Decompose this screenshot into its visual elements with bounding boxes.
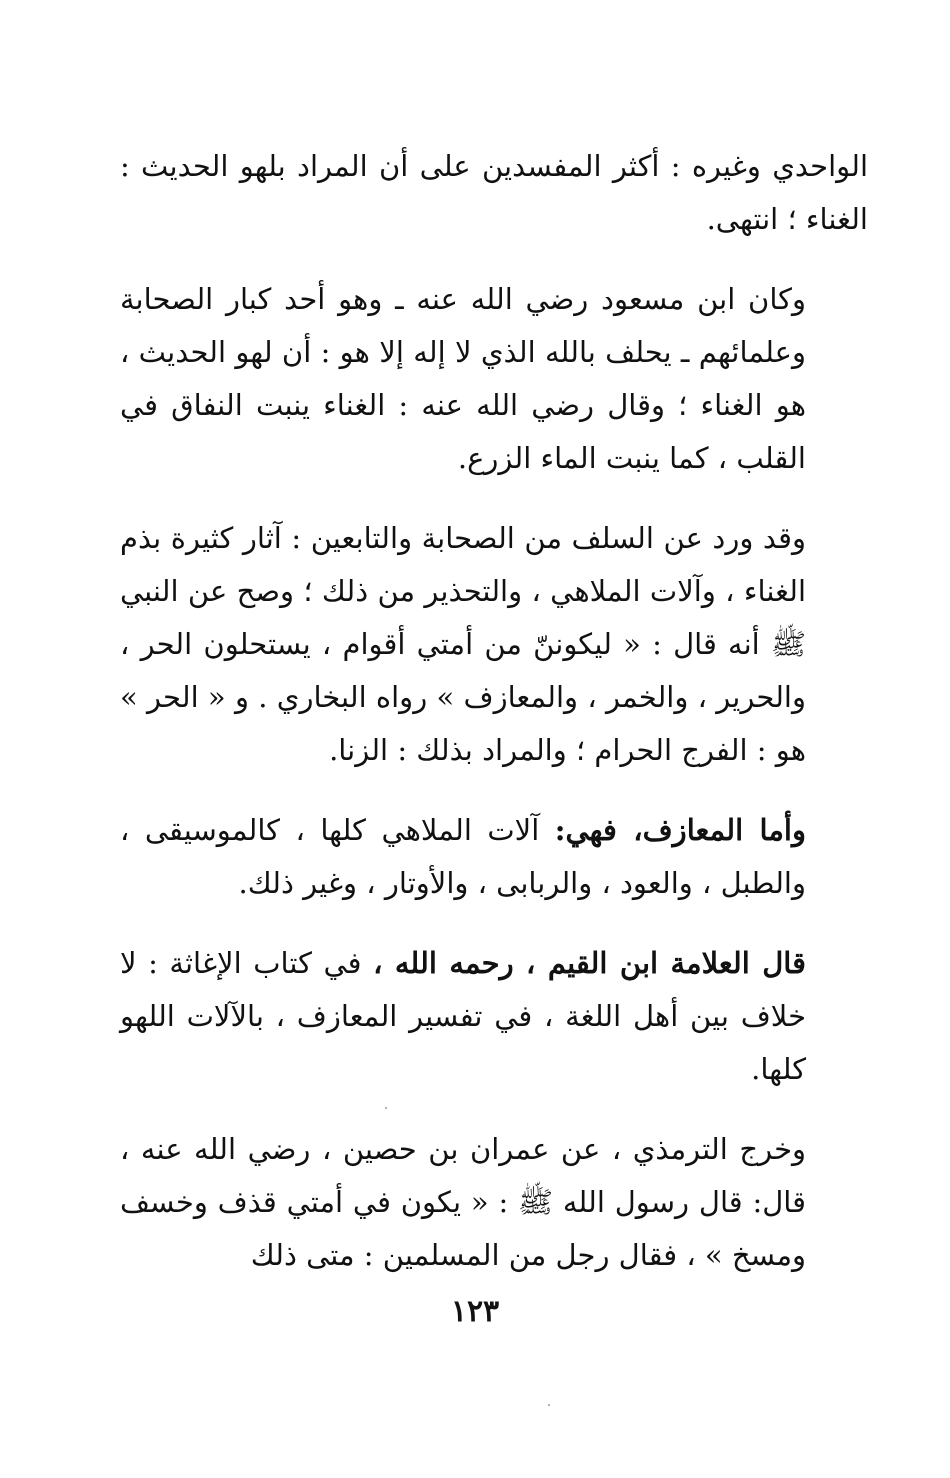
paragraph-1	[120, 140, 868, 246]
scan-speck	[548, 1404, 550, 1406]
page-number: ١٢٣	[450, 1294, 500, 1329]
paragraph-5-lead: قال العلامة ابن القيم ، رحمه الله ،	[373, 946, 806, 980]
paragraph-5	[120, 937, 868, 1096]
paragraph-4	[120, 804, 868, 910]
paragraph-5-text: في كتاب الإغاثة : لا خلاف بين أهل اللغة ، في تفسير المعازف ، بالآلات اللهو كلها.	[120, 946, 806, 1086]
paragraph-2	[120, 273, 868, 485]
page-body	[120, 140, 868, 1282]
paragraph-4-text: آلات الملاهي كلها ، كالموسيقى ، والطبل ، والعود ، والربابى ، والأوتار ، وغير ذلك.	[120, 813, 806, 900]
paragraph-1-text: الواحدي وغيره : أكثر المفسدين على أن المراد بلهو الحديث : الغناء ؛ انتهى.	[120, 149, 868, 236]
paragraph-6-text: وخرج الترمذي ، عن عمران بن حصين ، رضي الله عنه ، قال: قال رسول الله ﷺ : « يكون في أمتي قذف وخسف ومسخ » ، فقال رجل من المسلمين : متى ذلك	[120, 1132, 806, 1272]
paragraph-4-lead: وأما المعازف، فهي:	[554, 813, 806, 847]
paragraph-3-text: وقد ورد عن السلف من الصحابة والتابعين : آثار كثيرة بذم الغناء ، وآلات الملاهي ، والتحذير من ذلك ؛ وصح عن النبي ﷺ أنه قال : « ليكوننّ من أمتي أقوام ، يستحلون الحر ، والحرير ، والخمر ، والمعازف » رواه البخاري . و « الحر » هو : الفرج الحرام ؛ والمراد بذلك : الزنا.	[120, 521, 806, 767]
paragraph-2-text: وكان ابن مسعود رضي الله عنه ـ وهو أحد كبار الصحابة وعلمائهم ـ يحلف بالله الذي لا إله إلا هو : أن لهو الحديث ، هو الغناء ؛ وقال رضي الله عنه : الغناء ينبت النفاق في القلب ، كما ينبت الماء الزرع.	[120, 282, 806, 475]
paragraph-3	[120, 512, 868, 777]
scan-speck	[385, 1107, 387, 1109]
paragraph-6	[120, 1123, 868, 1282]
